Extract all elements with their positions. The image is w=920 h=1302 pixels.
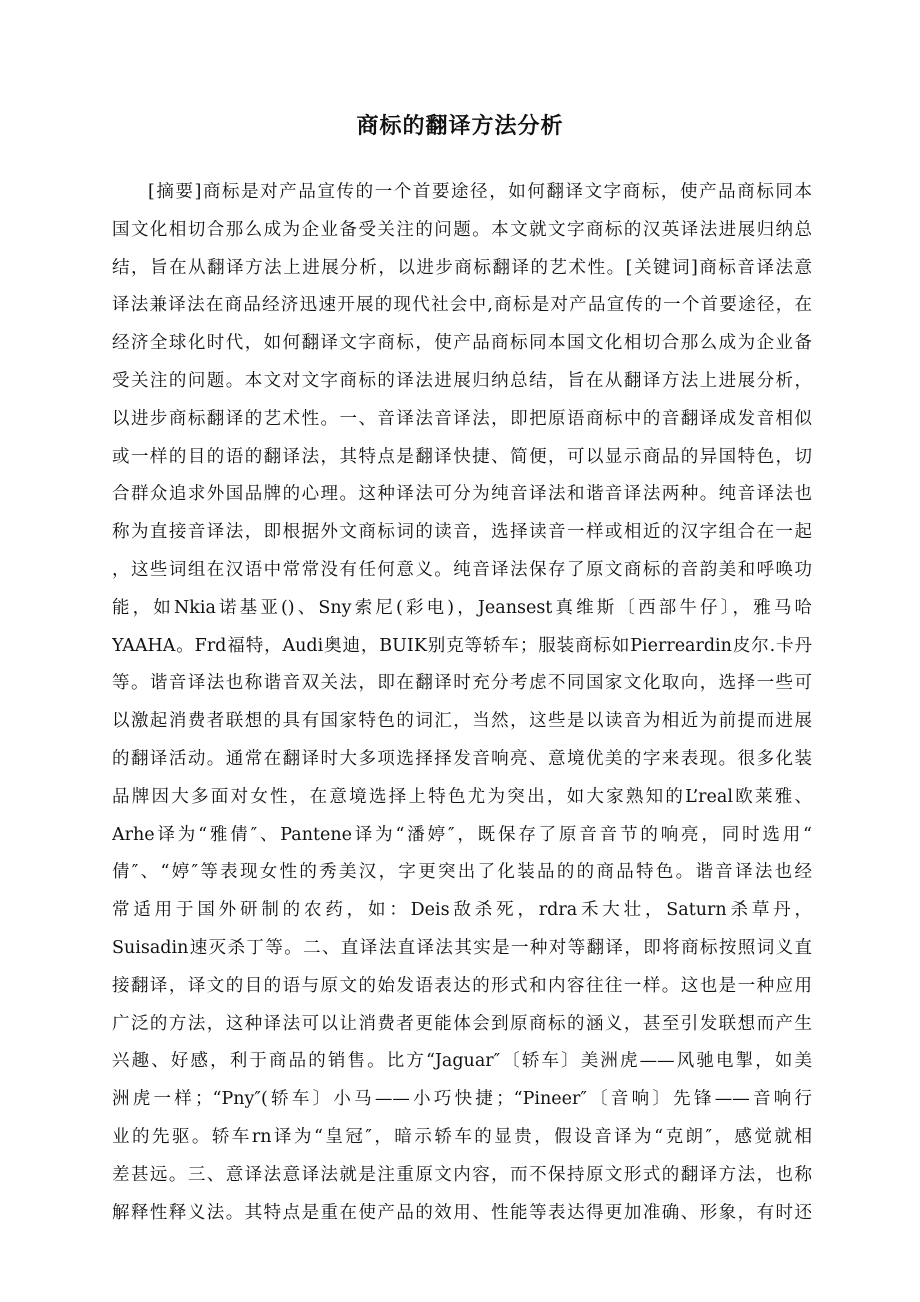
body-line: 合群众追求外国品牌的心理。这种译法可分为纯音译法和谐音译法两种。纯音译法也 xyxy=(112,484,812,505)
body-line: 经济全球化时代，如何翻译文字商标，使产品商标同本国文化相切合那么成为企业备 xyxy=(112,333,812,354)
body-line: 等。谐音译法也称谐音双关法，即在翻译时充分考虑不同国家文化取向，选择一些可 xyxy=(112,673,812,694)
body-line: Suisadin速灭杀丁等。二、直译法直译法其实是一种对等翻译，即将商标按照词义直 xyxy=(112,937,812,958)
body-line: 或一样的目的语的翻译法，其特点是翻译快捷、简便，可以显示商品的异国特色，切 xyxy=(112,446,812,467)
body-line: 解释性释义法。其特点是重在使产品的效用、性能等表达得更加准确、形象，有时还 xyxy=(112,1202,812,1223)
body-line: 能，如Nkia诺基亚()、Sny索尼(彩电)，Jeansest真维斯〔西部牛仔〕，雅马哈 xyxy=(112,597,812,618)
body-line: 接翻译，译文的目的语与原文的始发语表达的形式和内容往往一样。这也是一种应用 xyxy=(112,975,812,996)
body-line: 品牌因大多面对女性，在意境选择上特色尤为突出，如大家熟知的L’real欧莱雅、 xyxy=(112,786,812,807)
body-line: [摘要]商标是对产品宣传的一个首要途径，如何翻译文字商标，使产品商标同本 xyxy=(148,182,812,202)
body-line: YAAHA。Frd福特，Audi奥迪，BUIK别克等轿车；服装商标如Pierreardin皮尔.卡丹 xyxy=(112,635,812,656)
body-line: ，这些词组在汉语中常常没有任何意义。纯音译法保存了原文商标的音韵美和呼唤功 xyxy=(112,559,812,580)
body-line: 结，旨在从翻译方法上进展分析，以进步商标翻译的艺术性。[关键词]商标音译法意 xyxy=(112,257,812,278)
body-line: 的翻译活动。通常在翻译时大多项选择择发音响亮、意境优美的字来表现。很多化装 xyxy=(112,748,812,769)
body-line: 差甚远。三、意译法意译法就是注重原文内容，而不保持原文形式的翻译方法，也称 xyxy=(112,1164,812,1185)
body-line: 受关注的问题。本文对文字商标的译法进展归纳总结，旨在从翻译方法上进展分析， xyxy=(112,370,812,391)
document-title: 商标的翻译方法分析 xyxy=(356,114,564,139)
body-line: Arhe译为“雅倩″、Pantene译为“潘婷″，既保存了原音音节的响亮，同时选用“ xyxy=(112,824,812,845)
body-line: 以进步商标翻译的艺术性。一、音译法音译法，即把原语商标中的音翻译成发音相似 xyxy=(112,408,812,429)
body-line: 称为直接音译法，即根据外文商标词的读音，选择读音一样或相近的汉字组合在一起 xyxy=(112,522,812,543)
body-line: 以激起消费者联想的具有国家特色的词汇，当然，这些是以读音为相近为前提而进展 xyxy=(112,711,812,732)
body-line: 广泛的方法，这种译法可以让消费者更能体会到原商标的涵义，甚至引发联想而产生 xyxy=(112,1013,812,1034)
body-line: 业的先驱。轿车rn译为“皇冠″，暗示轿车的显贵，假设音译为“克朗″，感觉就相 xyxy=(112,1126,812,1147)
document-body xyxy=(112,174,812,1232)
body-line: 常适用于国外研制的农药，如：Deis敌杀死，rdra禾大壮，Saturn杀草丹， xyxy=(112,900,812,921)
body-line: 倩″、“婷″等表现女性的秀美汉，字更突出了化装品的的商品特色。谐音译法也经 xyxy=(112,862,812,883)
body-line: 兴趣、好感，利于商品的销售。比方“Jaguar″〔轿车〕美洲虎——风驰电掣，如美 xyxy=(112,1051,812,1072)
body-line: 洲虎一样；“Pny″(轿车〕小马——小巧快捷；“Pineer″〔音响〕先锋——音响行 xyxy=(112,1089,812,1110)
body-line: 译法兼译法在商品经济迅速开展的现代社会中,商标是对产品宣传的一个首要途径，在 xyxy=(112,295,812,316)
body-line: 国文化相切合那么成为企业备受关注的问题。本文就文字商标的汉英译法进展归纳总 xyxy=(112,219,812,240)
